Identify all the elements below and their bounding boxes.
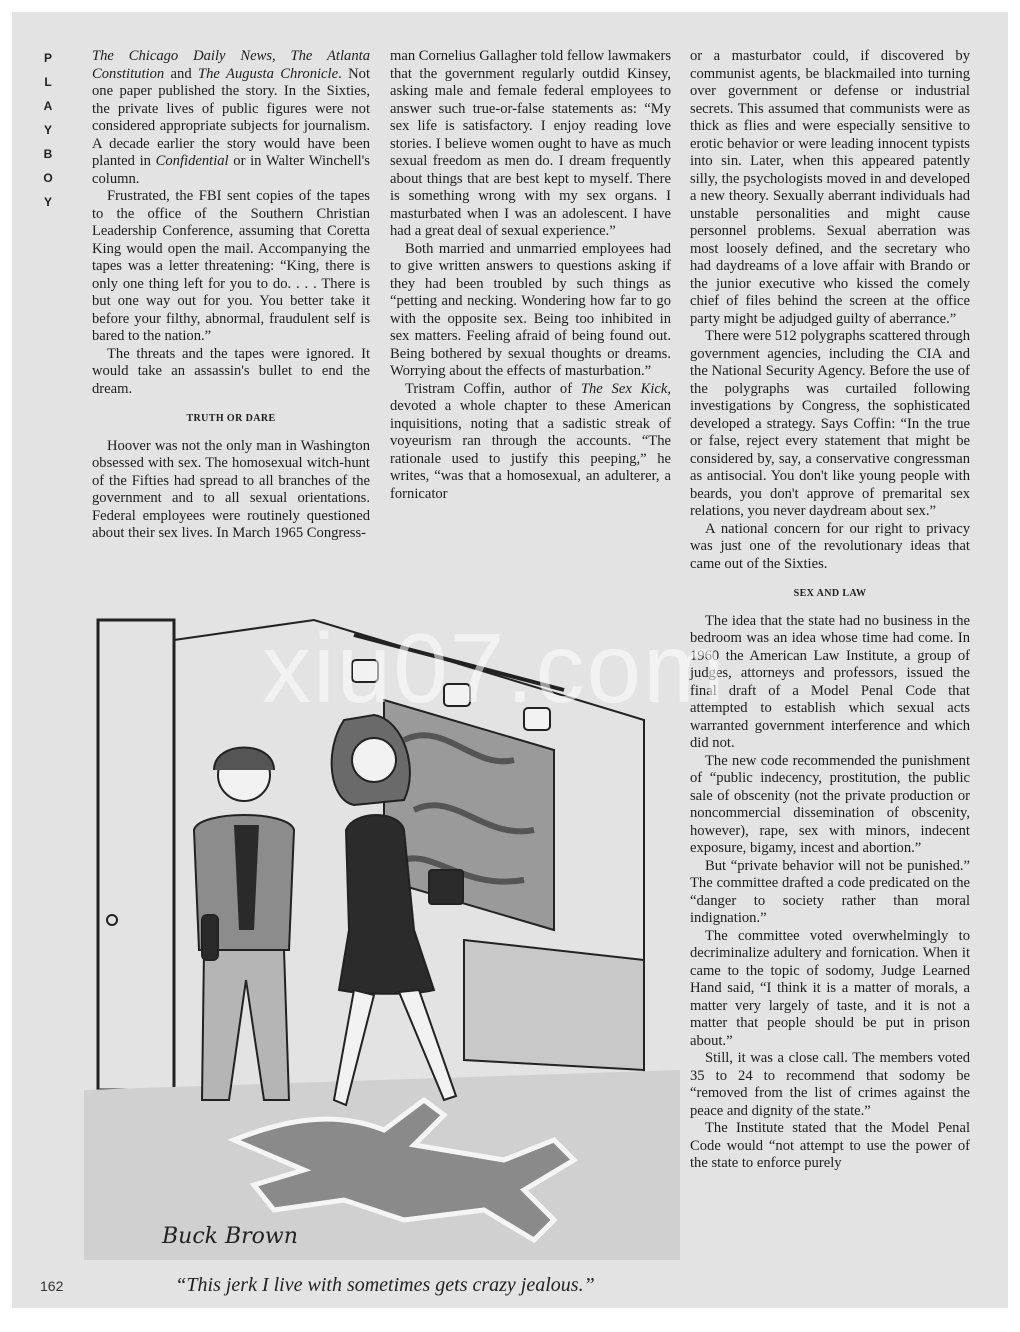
page-number: 162 <box>40 1278 64 1294</box>
paragraph: The threats and the tapes were ignored. It would take an assassin's bullet to end the dream. <box>92 345 370 397</box>
section-heading-truth-or-dare: TRUTH OR DARE <box>186 413 276 424</box>
cartoon-illustration <box>84 600 680 1260</box>
text-column-1 <box>92 48 370 543</box>
text-run: Tristram Coffin, author of <box>405 380 581 397</box>
section-heading-sex-and-law: SEX AND LAW <box>793 588 867 599</box>
text-run: , devoted a whole chapter to these American inquisitions, noting that a sadistic streak of voyeurism ran through the accounts. “The rationale used to justify this peeping,” he writes, “was that a homosexual, an adulterer, a fornicator <box>390 380 671 502</box>
paragraph: Both married and unmarried employees had to give written answers to questions asking if they had been troubled by such things as “petting and necking. Wondering how far to go with the opposite sex. Being too inhibited in sex matters. Feeling afraid of being found out. Being bothered by sexual thoughts or dreams. Worrying about the effects of masturbation.” <box>390 240 671 379</box>
paragraph: or a masturbator could, if discovered by communist agents, be blackmailed into turning over government or defense or industrial secrets. This assumed that communists were as thick as flies and were especially sensitive to erotic behavior or were leading innocent typists into sin. Later, when this appeared patently silly, the psychologists moved in and developed a new theory. Sexually aberrant individuals had unstable personalities and might cause personnel problems. Sexual aberration was most loosely defined, and the secretary who had daydreams of a love affair with Brando or the junior executive who kissed the comely chief of files behind the screen at the office party might be adjudged guilty of aberrance.” <box>690 48 970 327</box>
magazine-name: Confidential <box>155 153 229 169</box>
paragraph: A national concern for our right to privacy was just one of the revolutionary ideas that came out of the Sixties. <box>690 520 970 572</box>
masthead-letter: O <box>43 171 53 185</box>
paragraph: There were 512 polygraphs scattered through government agencies, including the CIA and the National Security Agency. Before the use of the polygraphs was curtailed following investigations by Congress, the sophisticated developed a strategy. Says Coffin: “In the true or false, reject every statement that might be considered by, say, a conservative congressman as antisocial. You don't like young people with beards, you don't approve of premarital sex relations, you never daydream about sex.” <box>690 328 970 519</box>
masthead-playboy <box>40 46 56 214</box>
cartoon-signature: Buck Brown <box>162 1224 298 1249</box>
man-figure <box>194 748 294 1101</box>
watermark: xiu07.com <box>262 613 727 723</box>
paragraph: The idea that the state had no business in the bedroom was an idea whose time had come. In 1960 the American Law Institute, a group of judges, attorneys and professors, issued the final draft of a Model Penal Code that attempted to establish which sexual acts warranted government interference and which did not. <box>690 612 970 751</box>
paragraph: Frustrated, the FBI sent copies of the tapes to the office of the Southern Christian Leadership Conference, assuming that Coretta King would open the mail. Accompanying the tapes was a letter threatening: “King, there is only one thing left for you to do. . . . There is but one way out for you. You better take it before your filthy, abnormal, fraudulent self is bared to the nation.” <box>92 188 370 344</box>
paragraph: man Cornelius Gallagher told fellow lawmakers that the government regularly outdid Kinsey, asking male and female federal employees to answer such true-or-false statements as: “My sex life is satisfactory. I enjoy reading love stories. I believe women ought to have as much sexual freedom as men do. I dream frequently about things that are best kept to myself. There is something wrong with my sex organs. I masturbated when I was an adolescent. I have had a great deal of sexual experience.” <box>390 48 671 239</box>
sofa <box>464 940 644 1070</box>
masthead-letter: P <box>43 51 52 65</box>
paragraph <box>390 381 671 504</box>
paragraph: Hoover was not the only man in Washington obsessed with sex. The homosexual witch-hunt of the Fifties had spread to all branches of the government and to all sexual orientations. Federal employees were routinely questioned about their sex lives. In March 1965 Congress- <box>92 437 370 541</box>
light-track <box>354 635 564 690</box>
wine-bottle <box>202 915 218 960</box>
cartoon-caption: “This jerk I live with sometimes gets crazy jealous.” <box>175 1274 595 1296</box>
masthead-letter: B <box>43 147 53 161</box>
paragraph: But “private behavior will not be punished.” The committee drafted a code predicated on the “danger to society rather than moral indignation.” <box>690 857 970 926</box>
masthead-letter: Y <box>43 195 52 209</box>
masthead-letter: Y <box>43 123 52 137</box>
magazine-page <box>12 12 1008 1308</box>
paragraph: The committee voted overwhelmingly to decriminalize adultery and fornication. When it came to the topic of sodomy, Judge Learned Hand said, “I think it is a matter of morals, a matter very largely of taste, and it is not a matter that people should be put in prison about.” <box>690 927 970 1049</box>
newspaper-name: The Augusta Chronicle <box>198 65 339 82</box>
book-title: The Sex Kick <box>580 380 668 397</box>
text-run: or in Walter Winchell's column. <box>92 153 370 187</box>
masthead-letter: L <box>44 75 52 89</box>
text-run: . Not one paper published the story. In the Sixties, the private lives of public figures were not considered appropriate subjects for journalism. A decade earlier the story would have been planted in <box>92 65 370 169</box>
door-knob-icon <box>107 915 117 925</box>
text-column-2 <box>390 48 671 503</box>
door-frame <box>98 620 174 1090</box>
text-run: and <box>164 65 199 82</box>
handbag <box>429 870 463 904</box>
paragraph: The new code recommended the punishment of “public indecency, prostitution, the public sale of obscenity (not the private production or noncommercial dissemination of obscenity, however), rape, sex with minors, indecent exposure, bigamy, incest and abortion.” <box>690 752 970 856</box>
paragraph: Still, it was a close call. The members voted 35 to 24 to recommend that sodomy be “removed from the list of crimes against the peace and dignity of the state.” <box>690 1050 970 1119</box>
paragraph <box>92 48 370 188</box>
paragraph: The Institute stated that the Model Penal Code would “not attempt to use the power of the state to enforce purely <box>690 1120 970 1171</box>
newspaper-names: The Chicago Daily News, The Atlanta Constitution <box>92 48 370 82</box>
text-column-3 <box>690 48 970 1173</box>
masthead-letter: A <box>43 99 53 113</box>
